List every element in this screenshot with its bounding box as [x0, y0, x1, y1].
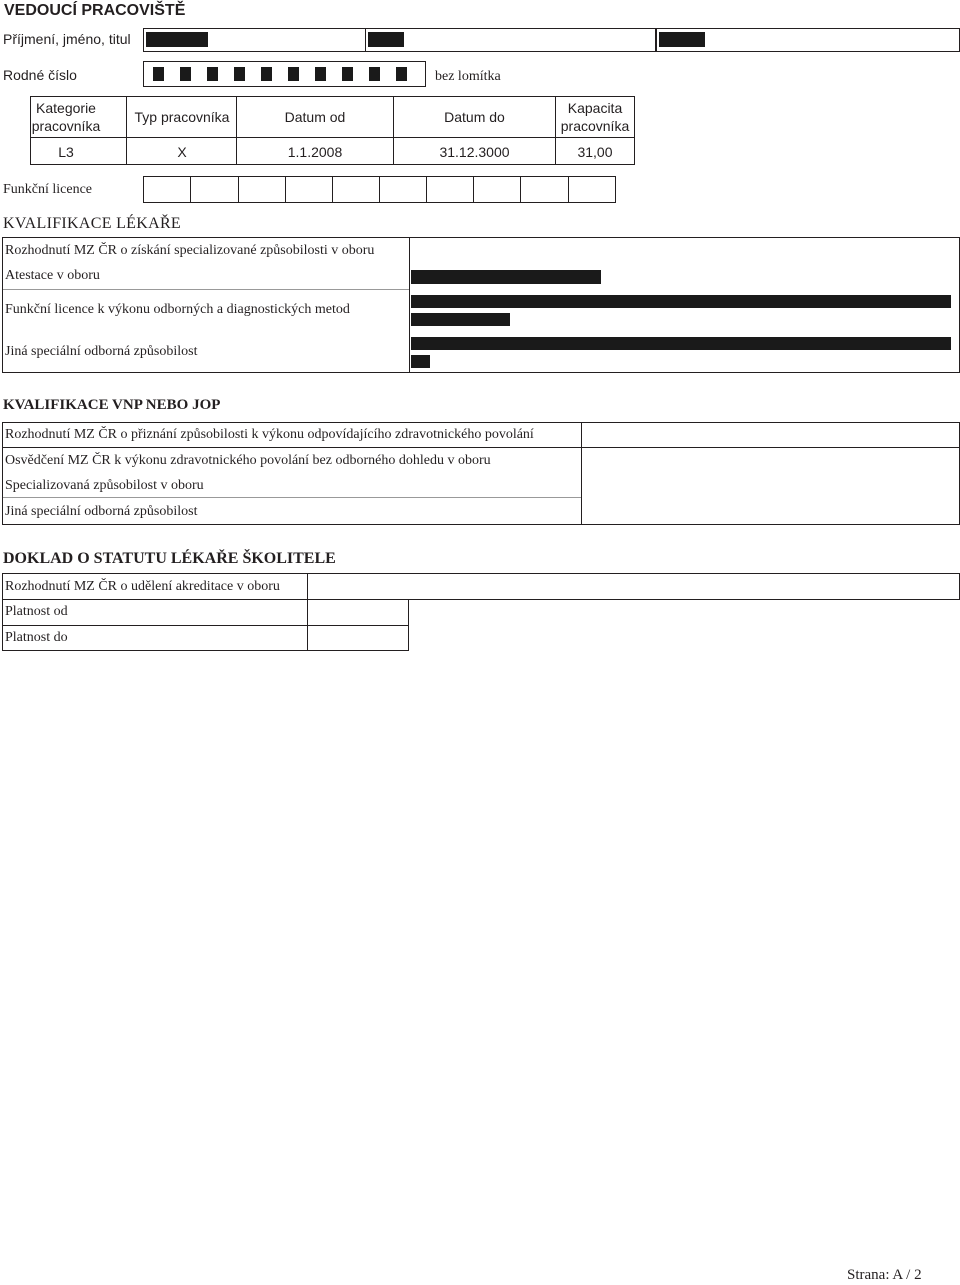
vnp-table [2, 422, 960, 525]
redaction [411, 270, 601, 284]
name-field-1[interactable] [143, 28, 368, 52]
rc-field[interactable] [143, 61, 426, 87]
rc-note: bez lomítka [435, 69, 501, 84]
skolitel-validity [2, 599, 409, 651]
redaction [411, 295, 951, 308]
skolitel-row-1-label: Rozhodnutí MZ ČR o udělení akreditace v oboru [5, 579, 280, 594]
cell-typ: X [177, 144, 187, 160]
name-field-3[interactable] [656, 28, 960, 52]
redaction [315, 67, 326, 81]
name-field-2[interactable] [365, 28, 656, 52]
redaction [146, 32, 208, 47]
lekar-row-1-label: Rozhodnutí MZ ČR o získání specializované způsobilosti v oboru [5, 243, 375, 258]
header-datum-do: Datum do [444, 109, 505, 125]
redaction [369, 67, 380, 81]
redaction [411, 337, 951, 350]
header-typ: Typ pracovníka [134, 109, 230, 125]
section-title-vnp: KVALIFIKACE VNP NEBO JOP [3, 397, 221, 413]
rc-label: Rodné číslo [3, 67, 77, 83]
name-label: Příjmení, jméno, titul [3, 31, 131, 47]
section-title-vedouci: VEDOUCÍ PRACOVIŠTĚ [4, 2, 186, 19]
section-title-lekar: KVALIFIKACE LÉKAŘE [3, 215, 181, 232]
vnp-row-1-label: Rozhodnutí MZ ČR o přiznání způsobilosti k výkonu odpovídajícího zdravotnického povolání [5, 427, 534, 442]
redaction [368, 32, 404, 47]
header-datum-od: Datum od [284, 109, 346, 125]
redaction [342, 67, 353, 81]
redaction [411, 313, 510, 326]
redaction [180, 67, 191, 81]
vnp-row-3-label: Specializovaná způsobilost v oboru [5, 478, 204, 493]
lekar-table [2, 237, 960, 373]
redaction [207, 67, 218, 81]
licence-field[interactable] [143, 176, 616, 203]
vnp-row-2-label: Osvědčení MZ ČR k výkonu zdravotnického povolání bez odborného dohledu v oboru [5, 453, 491, 468]
redaction [261, 67, 272, 81]
cell-kategorie: L3 [58, 144, 74, 160]
redaction [288, 67, 299, 81]
header-kapacita: Kapacita pracovníka [560, 100, 630, 134]
redaction [659, 32, 705, 47]
skolitel-row-2-label: Platnost od [5, 604, 68, 619]
redaction [396, 67, 407, 81]
category-table [30, 96, 635, 165]
vnp-row-4-label: Jiná speciální odborná způsobilost [5, 504, 198, 519]
licence-label: Funkční licence [3, 182, 93, 197]
skolitel-table [2, 573, 960, 600]
lekar-row-4-label: Jiná speciální odborná způsobilost [5, 344, 198, 359]
header-kategorie: Kategorie pracovníka [31, 100, 101, 134]
skolitel-row-3-label: Platnost do [5, 630, 68, 645]
redaction [411, 355, 430, 368]
cell-datum-do: 31.12.3000 [439, 144, 510, 160]
page-number: Strana: A / 2 [847, 1267, 922, 1283]
lekar-row-2-label: Atestace v oboru [5, 268, 100, 283]
redaction [234, 67, 245, 81]
redaction [153, 67, 164, 81]
lekar-row-3-label: Funkční licence k výkonu odborných a diagnostických metod [5, 302, 350, 317]
section-title-skolitel: DOKLAD O STATUTU LÉKAŘE ŠKOLITELE [3, 550, 336, 567]
cell-kapacita: 31,00 [577, 144, 613, 160]
cell-datum-od: 1.1.2008 [287, 144, 343, 160]
